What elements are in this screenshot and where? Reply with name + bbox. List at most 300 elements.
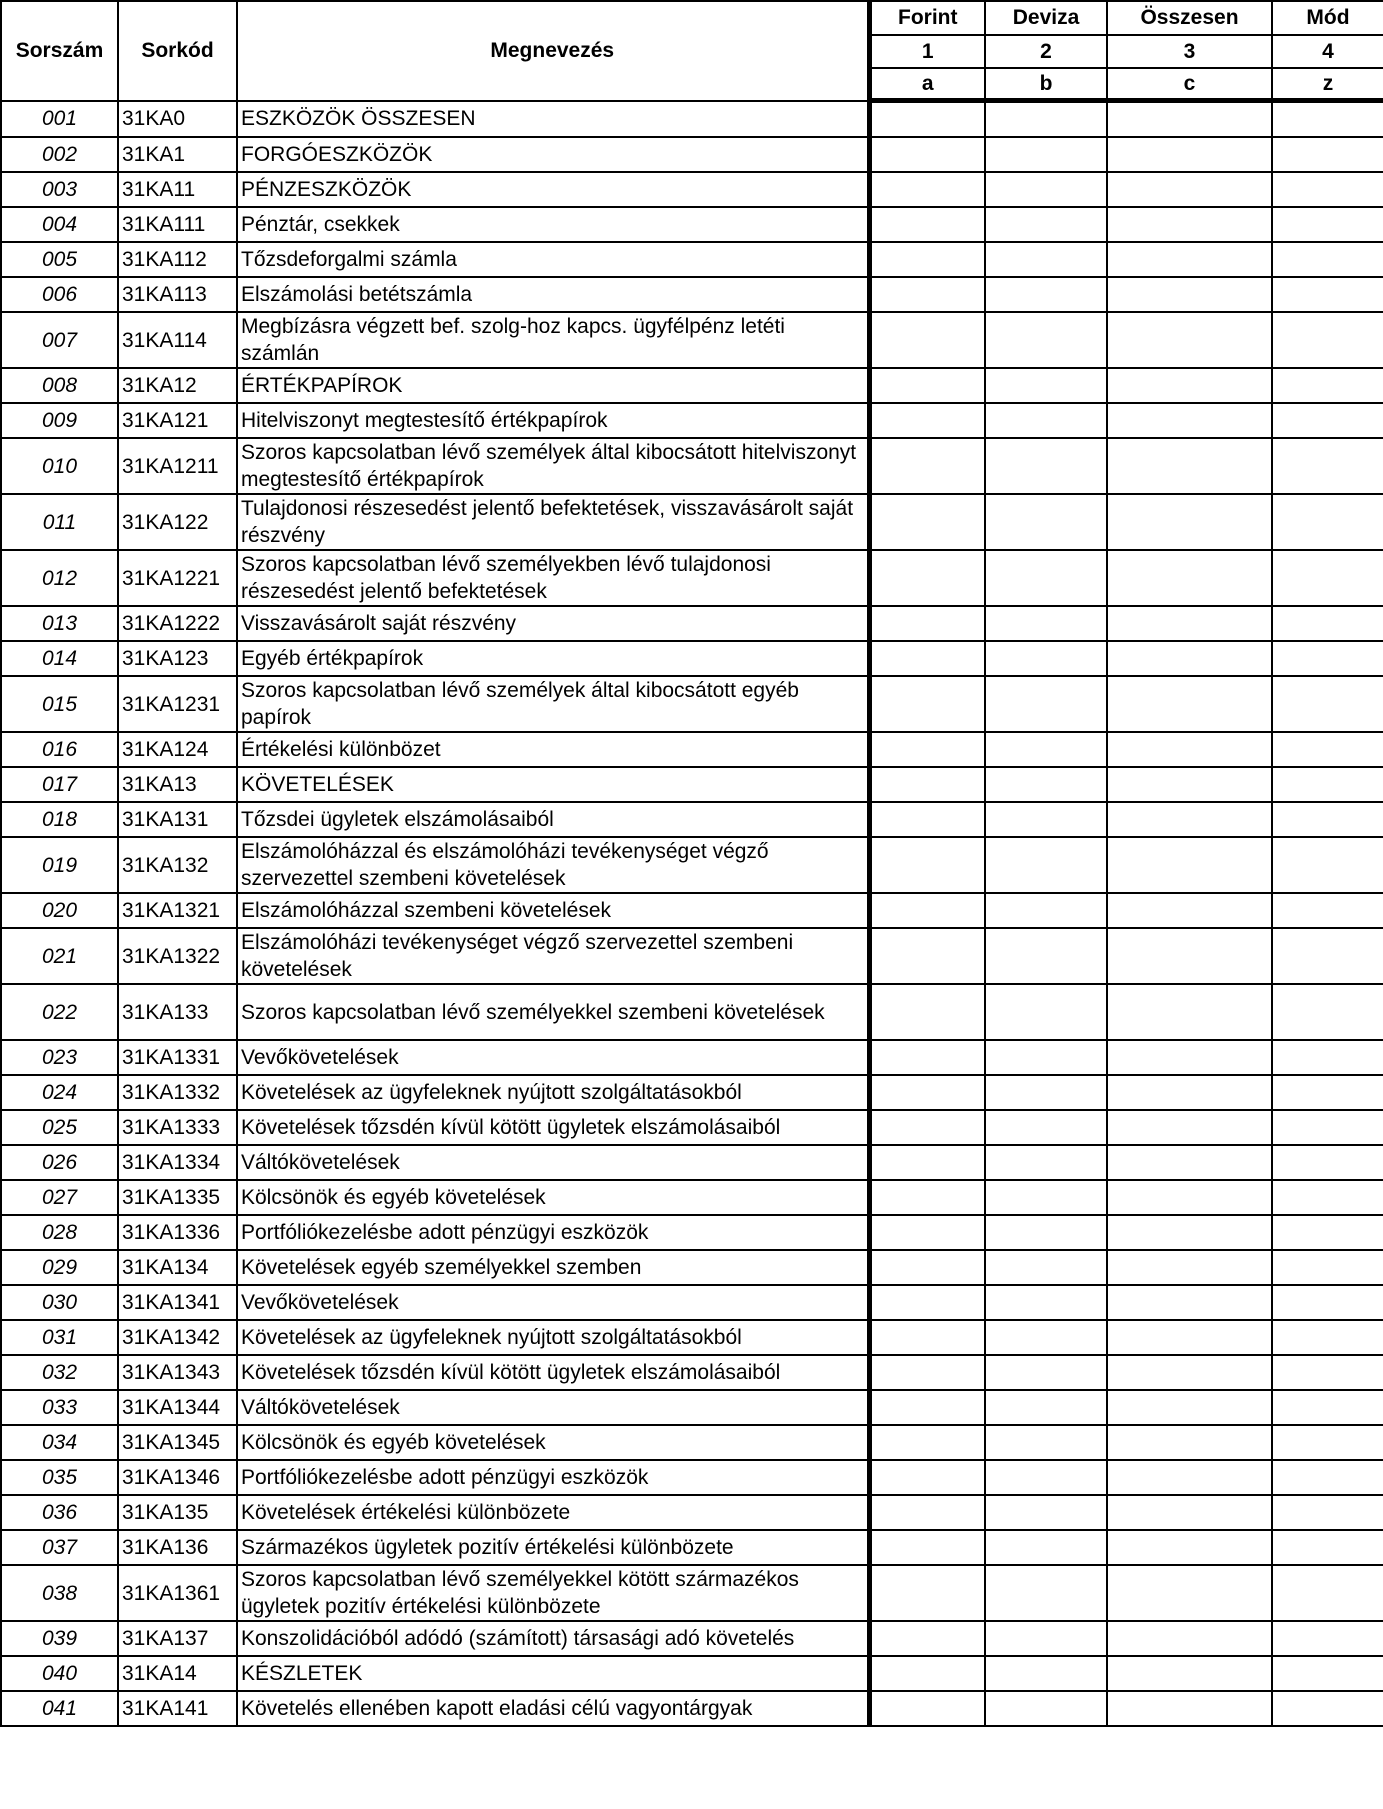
value-cell-deviza[interactable]: [985, 1425, 1107, 1460]
table-row: [1, 893, 1383, 928]
value-cell-osszesen[interactable]: [1107, 207, 1272, 242]
value-cell-mod[interactable]: [1272, 550, 1383, 606]
value-cell-deviza[interactable]: [985, 1495, 1107, 1530]
row-name: FORGÓESZKÖZÖK: [237, 137, 869, 172]
value-cell-forint[interactable]: [869, 1355, 985, 1390]
value-cell-mod[interactable]: [1272, 1320, 1383, 1355]
value-cell-deviza[interactable]: [985, 438, 1107, 494]
value-cell-forint[interactable]: [869, 767, 985, 802]
value-cell-mod[interactable]: [1272, 1250, 1383, 1285]
value-cell-mod[interactable]: [1272, 1040, 1383, 1075]
value-cell-forint[interactable]: [869, 1180, 985, 1215]
row-name: Pénztár, csekkek: [237, 207, 869, 242]
value-cell-deviza[interactable]: [985, 606, 1107, 641]
value-cell-osszesen[interactable]: [1107, 1495, 1272, 1530]
value-cell-mod[interactable]: [1272, 1530, 1383, 1565]
table-row: [1, 1495, 1383, 1530]
value-cell-deviza[interactable]: [985, 928, 1107, 984]
row-name: Követelések az ügyfeleknek nyújtott szolgáltatásokból: [237, 1320, 869, 1355]
value-cell-mod[interactable]: [1272, 438, 1383, 494]
table-row: [1, 928, 1383, 984]
value-cell-forint[interactable]: [869, 1250, 985, 1285]
value-cell-deviza[interactable]: [985, 1180, 1107, 1215]
table-row: [1, 1040, 1383, 1075]
row-code: 31KA1331: [118, 1040, 237, 1075]
value-cell-forint[interactable]: [869, 928, 985, 984]
value-cell-deviza[interactable]: [985, 837, 1107, 893]
row-number: 015: [1, 676, 118, 732]
value-cell-osszesen[interactable]: [1107, 277, 1272, 312]
row-name: Elszámolóházzal és elszámolóházi tevékenységet végző szervezettel szembeni követelések: [237, 837, 869, 893]
value-cell-forint[interactable]: [869, 1460, 985, 1495]
table-row: [1, 1621, 1383, 1656]
value-cell-mod[interactable]: [1272, 494, 1383, 550]
value-cell-forint[interactable]: [869, 1320, 985, 1355]
value-cell-mod[interactable]: [1272, 101, 1383, 138]
row-name: Tőzsdei ügyletek elszámolásaiból: [237, 802, 869, 837]
row-code: 31KA12: [118, 368, 237, 403]
value-cell-osszesen[interactable]: [1107, 676, 1272, 732]
value-cell-mod[interactable]: [1272, 767, 1383, 802]
value-cell-osszesen[interactable]: [1107, 403, 1272, 438]
value-cell-forint[interactable]: [869, 1390, 985, 1425]
value-cell-mod[interactable]: [1272, 1425, 1383, 1460]
value-cell-deviza[interactable]: [985, 1460, 1107, 1495]
header-deviza-num: 2: [985, 35, 1107, 68]
value-cell-osszesen[interactable]: [1107, 1040, 1272, 1075]
value-cell-mod[interactable]: [1272, 732, 1383, 767]
value-cell-mod[interactable]: [1272, 242, 1383, 277]
value-cell-deviza[interactable]: [985, 676, 1107, 732]
value-cell-osszesen[interactable]: [1107, 732, 1272, 767]
row-code: 31KA124: [118, 732, 237, 767]
value-cell-osszesen[interactable]: [1107, 101, 1272, 138]
value-cell-forint[interactable]: [869, 207, 985, 242]
row-code: 31KA1334: [118, 1145, 237, 1180]
row-number: 030: [1, 1285, 118, 1320]
value-cell-osszesen[interactable]: [1107, 1285, 1272, 1320]
row-code: 31KA137: [118, 1621, 237, 1656]
value-cell-forint[interactable]: [869, 1110, 985, 1145]
value-cell-forint[interactable]: [869, 606, 985, 641]
value-cell-forint[interactable]: [869, 837, 985, 893]
row-name: Szoros kapcsolatban lévő személyekben lévő tulajdonosi részesedést jelentő befektetések: [237, 550, 869, 606]
value-cell-forint[interactable]: [869, 172, 985, 207]
value-cell-forint[interactable]: [869, 438, 985, 494]
value-cell-deviza[interactable]: [985, 550, 1107, 606]
row-number: 007: [1, 312, 118, 368]
value-cell-osszesen[interactable]: [1107, 984, 1272, 1040]
value-cell-deviza[interactable]: [985, 137, 1107, 172]
table-row: [1, 172, 1383, 207]
value-cell-deviza[interactable]: [985, 1320, 1107, 1355]
value-cell-mod[interactable]: [1272, 641, 1383, 676]
table-row: [1, 606, 1383, 641]
row-name: Elszámolási betétszámla: [237, 277, 869, 312]
value-cell-deviza[interactable]: [985, 1075, 1107, 1110]
row-name: Származékos ügyletek pozitív értékelési különbözete: [237, 1530, 869, 1565]
value-cell-mod[interactable]: [1272, 802, 1383, 837]
row-name: Megbízásra végzett bef. szolg-hoz kapcs. ügyfélpénz letéti számlán: [237, 312, 869, 368]
value-cell-mod[interactable]: [1272, 277, 1383, 312]
table-row: [1, 312, 1383, 368]
row-code: 31KA1222: [118, 606, 237, 641]
value-cell-mod[interactable]: [1272, 1355, 1383, 1390]
row-code: 31KA1343: [118, 1355, 237, 1390]
value-cell-forint[interactable]: [869, 1040, 985, 1075]
value-cell-deviza[interactable]: [985, 1215, 1107, 1250]
value-cell-forint[interactable]: [869, 1621, 985, 1656]
value-cell-mod[interactable]: [1272, 403, 1383, 438]
value-cell-mod[interactable]: [1272, 676, 1383, 732]
table-row: [1, 1691, 1383, 1726]
row-name: KÉSZLETEK: [237, 1656, 869, 1691]
value-cell-deviza[interactable]: [985, 101, 1107, 138]
table-row: [1, 368, 1383, 403]
table-row: [1, 1355, 1383, 1390]
table-row: [1, 1425, 1383, 1460]
value-cell-deviza[interactable]: [985, 767, 1107, 802]
value-cell-mod[interactable]: [1272, 928, 1383, 984]
value-cell-mod[interactable]: [1272, 1075, 1383, 1110]
value-cell-osszesen[interactable]: [1107, 893, 1272, 928]
table-row: [1, 984, 1383, 1040]
row-name: Értékelési különbözet: [237, 732, 869, 767]
value-cell-deviza[interactable]: [985, 802, 1107, 837]
value-cell-osszesen[interactable]: [1107, 1215, 1272, 1250]
table-row: [1, 242, 1383, 277]
row-name: Konszolidációból adódó (számított) társasági adó követelés: [237, 1621, 869, 1656]
row-number: 041: [1, 1691, 118, 1726]
header-osszesen-letter: c: [1107, 68, 1272, 101]
row-number: 004: [1, 207, 118, 242]
row-code: 31KA13: [118, 767, 237, 802]
value-cell-forint[interactable]: [869, 1145, 985, 1180]
row-code: 31KA141: [118, 1691, 237, 1726]
row-number: 016: [1, 732, 118, 767]
value-cell-osszesen[interactable]: [1107, 312, 1272, 368]
row-code: 31KA131: [118, 802, 237, 837]
value-cell-forint[interactable]: [869, 893, 985, 928]
row-name: Tulajdonosi részesedést jelentő befektetések, visszavásárolt saját részvény: [237, 494, 869, 550]
value-cell-deviza[interactable]: [985, 403, 1107, 438]
value-cell-deviza[interactable]: [985, 1390, 1107, 1425]
value-cell-mod[interactable]: [1272, 606, 1383, 641]
value-cell-osszesen[interactable]: [1107, 1145, 1272, 1180]
value-cell-mod[interactable]: [1272, 1691, 1383, 1726]
value-cell-mod[interactable]: [1272, 137, 1383, 172]
row-number: 008: [1, 368, 118, 403]
value-cell-forint[interactable]: [869, 676, 985, 732]
value-cell-forint[interactable]: [869, 137, 985, 172]
table-row: [1, 494, 1383, 550]
row-name: Váltókövetelések: [237, 1390, 869, 1425]
value-cell-deviza[interactable]: [985, 984, 1107, 1040]
value-cell-forint[interactable]: [869, 641, 985, 676]
row-name: Hitelviszonyt megtestesítő értékpapírok: [237, 403, 869, 438]
table-row: [1, 207, 1383, 242]
value-cell-mod[interactable]: [1272, 1285, 1383, 1320]
row-number: 031: [1, 1320, 118, 1355]
table-row: [1, 1565, 1383, 1621]
value-cell-forint[interactable]: [869, 1215, 985, 1250]
value-cell-osszesen[interactable]: [1107, 1320, 1272, 1355]
value-cell-forint[interactable]: [869, 1285, 985, 1320]
row-name: Tőzsdeforgalmi számla: [237, 242, 869, 277]
row-code: 31KA1346: [118, 1460, 237, 1495]
table-row: [1, 137, 1383, 172]
row-code: 31KA1221: [118, 550, 237, 606]
value-cell-forint[interactable]: [869, 368, 985, 403]
value-cell-forint[interactable]: [869, 1565, 985, 1621]
row-number: 002: [1, 137, 118, 172]
value-cell-deviza[interactable]: [985, 1250, 1107, 1285]
value-cell-osszesen[interactable]: [1107, 172, 1272, 207]
row-number: 034: [1, 1425, 118, 1460]
row-number: 027: [1, 1180, 118, 1215]
value-cell-osszesen[interactable]: [1107, 1390, 1272, 1425]
value-cell-osszesen[interactable]: [1107, 1565, 1272, 1621]
value-cell-deviza[interactable]: [985, 494, 1107, 550]
row-number: 036: [1, 1495, 118, 1530]
table-row: [1, 277, 1383, 312]
value-cell-mod[interactable]: [1272, 1565, 1383, 1621]
row-name: Követelések értékelési különbözete: [237, 1495, 869, 1530]
table-row: [1, 403, 1383, 438]
value-cell-mod[interactable]: [1272, 1215, 1383, 1250]
table-row: [1, 1390, 1383, 1425]
value-cell-mod[interactable]: [1272, 837, 1383, 893]
row-number: 038: [1, 1565, 118, 1621]
value-cell-osszesen[interactable]: [1107, 928, 1272, 984]
table-row: [1, 1285, 1383, 1320]
value-cell-osszesen[interactable]: [1107, 1691, 1272, 1726]
table-row: [1, 101, 1383, 138]
row-number: 037: [1, 1530, 118, 1565]
row-name: ESZKÖZÖK ÖSSZESEN: [237, 101, 869, 138]
header-mod-num: 4: [1272, 35, 1383, 68]
value-cell-mod[interactable]: [1272, 1110, 1383, 1145]
header-megnevezes: Megnevezés: [237, 1, 869, 101]
row-name: Szoros kapcsolatban lévő személyek által kibocsátott hitelviszonyt megtestesítő értékpapírok: [237, 438, 869, 494]
value-cell-osszesen[interactable]: [1107, 1530, 1272, 1565]
value-cell-deviza[interactable]: [985, 277, 1107, 312]
row-name: Portfóliókezelésbe adott pénzügyi eszközök: [237, 1215, 869, 1250]
row-number: 021: [1, 928, 118, 984]
header-osszesen: Összesen: [1107, 1, 1272, 35]
header-forint: Forint: [869, 1, 985, 35]
row-number: 014: [1, 641, 118, 676]
row-code: 31KA111: [118, 207, 237, 242]
row-number: 018: [1, 802, 118, 837]
value-cell-mod[interactable]: [1272, 1145, 1383, 1180]
value-cell-osszesen[interactable]: [1107, 1460, 1272, 1495]
row-number: 019: [1, 837, 118, 893]
header-forint-letter: a: [869, 68, 985, 101]
row-name: Elszámolóházzal szembeni követelések: [237, 893, 869, 928]
row-code: 31KA121: [118, 403, 237, 438]
value-cell-osszesen[interactable]: [1107, 802, 1272, 837]
value-cell-forint[interactable]: [869, 550, 985, 606]
value-cell-mod[interactable]: [1272, 1390, 1383, 1425]
row-number: 024: [1, 1075, 118, 1110]
value-cell-mod[interactable]: [1272, 368, 1383, 403]
value-cell-mod[interactable]: [1272, 172, 1383, 207]
value-cell-deviza[interactable]: [985, 893, 1107, 928]
value-cell-deviza[interactable]: [985, 368, 1107, 403]
table-row: [1, 1110, 1383, 1145]
value-cell-forint[interactable]: [869, 1530, 985, 1565]
value-cell-osszesen[interactable]: [1107, 1621, 1272, 1656]
value-cell-osszesen[interactable]: [1107, 550, 1272, 606]
table-row: [1, 1656, 1383, 1691]
value-cell-forint[interactable]: [869, 1691, 985, 1726]
value-cell-deviza[interactable]: [985, 312, 1107, 368]
value-cell-osszesen[interactable]: [1107, 641, 1272, 676]
value-cell-deviza[interactable]: [985, 1285, 1107, 1320]
value-cell-forint[interactable]: [869, 1495, 985, 1530]
value-cell-osszesen[interactable]: [1107, 1355, 1272, 1390]
row-number: 013: [1, 606, 118, 641]
value-cell-deviza[interactable]: [985, 1656, 1107, 1691]
row-number: 011: [1, 494, 118, 550]
header-forint-num: 1: [869, 35, 985, 68]
row-code: 31KA1341: [118, 1285, 237, 1320]
value-cell-mod[interactable]: [1272, 1460, 1383, 1495]
row-code: 31KA1344: [118, 1390, 237, 1425]
header-sorszam: Sorszám: [1, 1, 118, 101]
table-row: [1, 1215, 1383, 1250]
value-cell-deviza[interactable]: [985, 207, 1107, 242]
table-row: [1, 802, 1383, 837]
value-cell-deviza[interactable]: [985, 641, 1107, 676]
value-cell-osszesen[interactable]: [1107, 438, 1272, 494]
value-cell-deviza[interactable]: [985, 172, 1107, 207]
row-name: Kölcsönök és egyéb követelések: [237, 1180, 869, 1215]
table-row: [1, 837, 1383, 893]
row-code: 31KA122: [118, 494, 237, 550]
row-code: 31KA1336: [118, 1215, 237, 1250]
value-cell-osszesen[interactable]: [1107, 137, 1272, 172]
row-number: 023: [1, 1040, 118, 1075]
value-cell-forint[interactable]: [869, 984, 985, 1040]
row-code: 31KA1342: [118, 1320, 237, 1355]
value-cell-forint[interactable]: [869, 802, 985, 837]
value-cell-osszesen[interactable]: [1107, 767, 1272, 802]
value-cell-forint[interactable]: [869, 1075, 985, 1110]
value-cell-mod[interactable]: [1272, 984, 1383, 1040]
value-cell-deviza[interactable]: [985, 1530, 1107, 1565]
row-code: 31KA1322: [118, 928, 237, 984]
value-cell-osszesen[interactable]: [1107, 1180, 1272, 1215]
value-cell-forint[interactable]: [869, 242, 985, 277]
table-row: [1, 1145, 1383, 1180]
row-number: 025: [1, 1110, 118, 1145]
row-code: 31KA0: [118, 101, 237, 138]
row-code: 31KA134: [118, 1250, 237, 1285]
value-cell-forint[interactable]: [869, 494, 985, 550]
value-cell-deviza[interactable]: [985, 1565, 1107, 1621]
row-number: 005: [1, 242, 118, 277]
row-name: Szoros kapcsolatban lévő személyekkel kötött származékos ügyletek pozitív értékelési különbözete: [237, 1565, 869, 1621]
table-row: [1, 767, 1383, 802]
row-name: Elszámolóházi tevékenységet végző szervezettel szembeni követelések: [237, 928, 869, 984]
value-cell-mod[interactable]: [1272, 1621, 1383, 1656]
value-cell-forint[interactable]: [869, 1425, 985, 1460]
table-row: [1, 438, 1383, 494]
value-cell-forint[interactable]: [869, 101, 985, 138]
value-cell-deviza[interactable]: [985, 1145, 1107, 1180]
row-number: 028: [1, 1215, 118, 1250]
value-cell-osszesen[interactable]: [1107, 494, 1272, 550]
value-cell-mod[interactable]: [1272, 893, 1383, 928]
value-cell-osszesen[interactable]: [1107, 1425, 1272, 1460]
row-code: 31KA113: [118, 277, 237, 312]
value-cell-forint[interactable]: [869, 277, 985, 312]
row-number: 003: [1, 172, 118, 207]
value-cell-deviza[interactable]: [985, 1691, 1107, 1726]
value-cell-deviza[interactable]: [985, 242, 1107, 277]
value-cell-deviza[interactable]: [985, 1110, 1107, 1145]
value-cell-forint[interactable]: [869, 1656, 985, 1691]
value-cell-osszesen[interactable]: [1107, 242, 1272, 277]
value-cell-mod[interactable]: [1272, 1656, 1383, 1691]
value-cell-osszesen[interactable]: [1107, 1110, 1272, 1145]
value-cell-osszesen[interactable]: [1107, 368, 1272, 403]
row-name: Követelések az ügyfeleknek nyújtott szolgáltatásokból: [237, 1075, 869, 1110]
value-cell-osszesen[interactable]: [1107, 1656, 1272, 1691]
header-sorkod: Sorkód: [118, 1, 237, 101]
row-code: 31KA1332: [118, 1075, 237, 1110]
table-row: [1, 641, 1383, 676]
row-code: 31KA1361: [118, 1565, 237, 1621]
value-cell-mod[interactable]: [1272, 207, 1383, 242]
header-deviza-letter: b: [985, 68, 1107, 101]
row-code: 31KA114: [118, 312, 237, 368]
value-cell-osszesen[interactable]: [1107, 1075, 1272, 1110]
value-cell-deviza[interactable]: [985, 1621, 1107, 1656]
row-name: Visszavásárolt saját részvény: [237, 606, 869, 641]
value-cell-osszesen[interactable]: [1107, 837, 1272, 893]
value-cell-deviza[interactable]: [985, 732, 1107, 767]
value-cell-deviza[interactable]: [985, 1355, 1107, 1390]
value-cell-forint[interactable]: [869, 732, 985, 767]
row-number: 039: [1, 1621, 118, 1656]
table-row: [1, 1320, 1383, 1355]
table-row: [1, 732, 1383, 767]
row-name: Követelések tőzsdén kívül kötött ügyletek elszámolásaiból: [237, 1355, 869, 1390]
row-code: 31KA14: [118, 1656, 237, 1691]
row-number: 035: [1, 1460, 118, 1495]
value-cell-osszesen[interactable]: [1107, 606, 1272, 641]
value-cell-deviza[interactable]: [985, 1040, 1107, 1075]
row-code: 31KA1211: [118, 438, 237, 494]
value-cell-mod[interactable]: [1272, 1495, 1383, 1530]
row-name: Portfóliókezelésbe adott pénzügyi eszközök: [237, 1460, 869, 1495]
row-name: Követelések egyéb személyekkel szemben: [237, 1250, 869, 1285]
value-cell-mod[interactable]: [1272, 312, 1383, 368]
row-name: Szoros kapcsolatban lévő személyek által kibocsátott egyéb papírok: [237, 676, 869, 732]
value-cell-forint[interactable]: [869, 312, 985, 368]
value-cell-mod[interactable]: [1272, 1180, 1383, 1215]
row-number: 010: [1, 438, 118, 494]
header-osszesen-num: 3: [1107, 35, 1272, 68]
value-cell-osszesen[interactable]: [1107, 1250, 1272, 1285]
row-number: 040: [1, 1656, 118, 1691]
row-name: KÖVETELÉSEK: [237, 767, 869, 802]
value-cell-forint[interactable]: [869, 403, 985, 438]
row-name: Követelések tőzsdén kívül kötött ügyletek elszámolásaiból: [237, 1110, 869, 1145]
